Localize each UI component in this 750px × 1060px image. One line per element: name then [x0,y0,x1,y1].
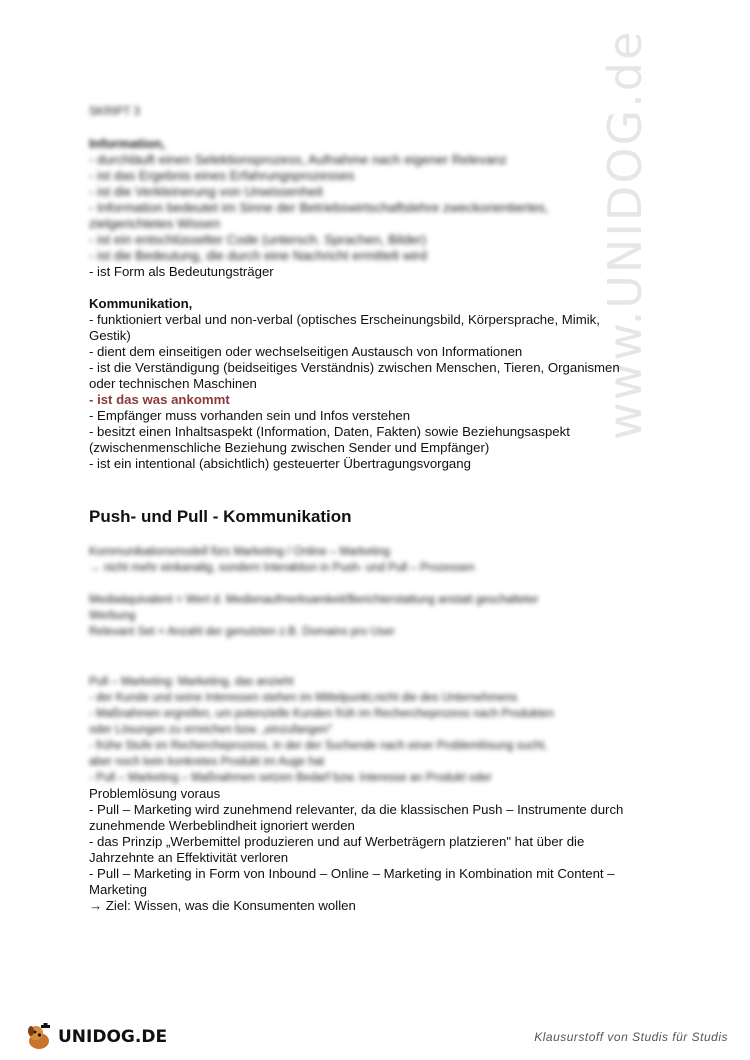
kommunikation-line: - besitzt einen Inhaltsaspekt (Information, Daten, Fakten) sowie Beziehungsaspekt [89,424,570,439]
footer-tagline: Klausurstoff von Studis für Studis [534,1030,728,1044]
dog-mascot-icon [24,1022,54,1052]
information-title: Information, [89,136,166,151]
highlight-prefix: - [89,392,98,407]
information-line: - durchläuft einen Selektionsprozess, Aufnahme nach eigener Relevanz [89,152,507,167]
information-line: - ist ein entschlüsselter Code (untersch. Sprachen, Bilder) [89,232,427,247]
pull-marketing-line: - Pull – Marketing – Maßnahmen setzen Bedarf bzw. Interesse an Produkt oder [89,772,492,784]
information-line: - Information bedeutet im Sinne der Betriebswirtschaftslehre zweckorientiertes, [89,200,549,215]
information-line: - ist die Verkleinerung von Unwissenheit [89,184,323,199]
kommunikation-highlight-line [89,392,649,408]
pull-marketing-line: - frühe Stufe im Rechercheprozess, in der der Suchende nach einer Problemlösung sucht, [89,740,548,752]
document-content [89,104,649,914]
kommunikation-line: oder technischen Maschinen [89,376,257,391]
pull-marketing-line: aber noch kein konkretes Produkt im Auge hat [89,756,325,768]
push-pull-line: Werbung [89,610,136,622]
information-line: zielgerichtetes Wissen [89,216,221,231]
kommunikation-line: (zwischenmenschliche Beziehung zwischen Sender und Empfänger) [89,440,490,455]
unidog-logo[interactable] [24,1020,167,1054]
pull-marketing-line: oder Lösungen zu erreichen bzw. „einzufangen" [89,724,333,736]
pull-marketing-line: Pull – Marketing: Marketing, das anzieht [89,676,294,688]
pull-marketing-visible-line: - Pull – Marketing wird zunehmend relevanter, da die klassischen Push – Instrumente durch [89,802,624,817]
kommunikation-line: - ist die Verständigung (beidseitiges Verständnis) zwischen Menschen, Tieren, Organismen [89,360,620,375]
push-pull-line: Kommunikationsmodell fürs Marketing / Online – Marketing [89,546,391,558]
push-pull-line: → nicht mehr einkanalig, sondern Interaktion in Push- und Pull – Prozessen [89,562,475,574]
push-pull-line: Relevant Set = Anzahl der genutzten z.B. Domains pro User [89,626,395,638]
pull-marketing-visible-line: - Pull – Marketing in Form von Inbound – Online – Marketing in Kombination mit Content – [89,866,615,881]
kommunikation-line: - Empfänger muss vorhanden sein und Infos verstehen [89,408,411,423]
logo-text: UNIDOG.DE [58,1027,168,1047]
pull-marketing-visible-line: Problemlösung voraus [89,786,221,801]
kommunikation-line: - funktioniert verbal und non-verbal (optisches Erscheinungsbild, Körpersprache, Mimik, [89,312,600,327]
push-pull-heading: Push- und Pull - Kommunikation [89,507,352,526]
pull-marketing-visible-line: Jahrzehnte an Effektivität verloren [89,850,289,865]
highlight-text: ist das was ankommt [97,392,230,407]
skript-label: SKRIPT 3 [89,106,140,118]
information-line: - ist die Bedeutung, die durch eine Nachricht ermittelt wird [89,248,427,263]
kommunikation-line: - ist ein intentional (absichtlich) gesteuerter Übertragungsvorgang [89,456,471,471]
pull-marketing-visible-line: Marketing [89,882,147,897]
kommunikation-line: Gestik) [89,328,131,343]
watermark: www.UNIDOG.de [598,29,652,440]
push-pull-line: Mediaäquivalent = Wert d. Medienaufmerksamkeit/Berichterstattung anstatt geschalteter [89,594,539,606]
information-last-line: - ist Form als Bedeutungsträger [89,264,274,279]
pull-marketing-visible-line: - das Prinzip „Werbemittel produzieren und auf Werbeträgern platzieren" hat über die [89,834,585,849]
pull-marketing-goal-line: → Ziel: Wissen, was die Konsumenten wollen [89,898,356,913]
kommunikation-title: Kommunikation, [89,296,193,311]
pull-marketing-line: - Maßnahmen ergreifen, um potenzielle Kunden früh im Rechercheprozess nach Produkten [89,708,554,720]
information-line: - ist das Ergebnis eines Erfahrungsprozesses [89,168,355,183]
kommunikation-line: - dient dem einseitigen oder wechselseitigen Austausch von Informationen [89,344,523,359]
pull-marketing-visible-line: zunehmende Werbeblindheit ignoriert werden [89,818,355,833]
pull-marketing-line: - der Kunde und seine Interessen stehen im Mittelpunkt,nicht die des Unternehmens [89,692,518,704]
